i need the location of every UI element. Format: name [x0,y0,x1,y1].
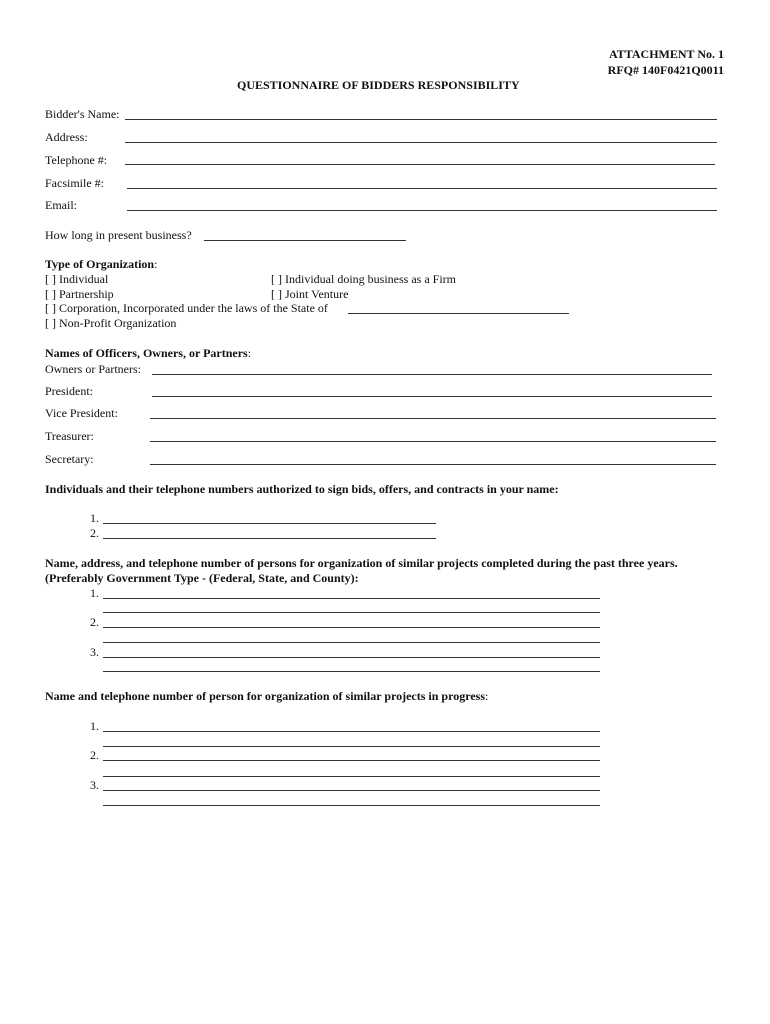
checkbox-non-profit[interactable]: [ ] Non-Profit Organization [45,316,177,330]
in-progress-heading-text: Name and telephone number of person for organization of similar projects in progress [45,689,485,703]
page-title: QUESTIONNAIRE OF BIDDERS RESPONSIBILITY [237,78,520,92]
completed-field-2a[interactable] [103,627,600,628]
completed-subheading: (Preferably Government Type - (Federal, State, and County): [45,571,359,585]
telephone-label: Telephone #: [45,153,108,167]
bidder-name-label: Bidder's Name: [45,107,120,121]
vice-president-field[interactable] [150,418,716,419]
in-progress-number-3: 3. [90,778,99,792]
email-label: Email: [45,198,77,212]
president-field[interactable] [152,396,712,397]
in-progress-number-1: 1. [90,719,99,733]
authorized-number-2: 2. [90,526,99,540]
corporation-state-field[interactable] [348,313,569,314]
secretary-field[interactable] [150,464,716,465]
owners-field[interactable] [152,374,712,375]
in-progress-field-2b[interactable] [103,776,600,777]
checkbox-corporation[interactable]: [ ] Corporation, Incorporated under the laws of the State of [45,301,328,315]
in-progress-field-2a[interactable] [103,760,600,761]
authorized-field-2[interactable] [103,538,436,539]
how-long-label: How long in present business? [45,228,192,242]
in-progress-field-1a[interactable] [103,731,600,732]
in-progress-heading [45,689,488,703]
treasurer-field[interactable] [150,441,716,442]
officers-heading-colon: : [247,346,252,360]
officers-heading-text: Names of Officers, Owners, or Partners [45,346,248,360]
facsimile-label: Facsimile #: [45,176,104,190]
officers-heading [45,346,251,360]
completed-field-1b[interactable] [103,612,600,613]
authorized-heading: Individuals and their telephone numbers authorized to sign bids, offers, and contracts in your name: [45,482,559,496]
org-type-heading-text: Type of Organization [45,257,155,271]
rfq-number: RFQ# 140F0421Q0011 [607,63,724,77]
completed-field-2b[interactable] [103,642,600,643]
org-type-heading [45,257,157,271]
completed-field-1a[interactable] [103,598,600,599]
in-progress-field-3a[interactable] [103,790,600,791]
attachment-label: ATTACHMENT No. 1 [608,47,724,61]
how-long-field[interactable] [204,240,406,241]
treasurer-label: Treasurer: [45,429,94,443]
address-label: Address: [45,130,88,144]
president-label: President: [45,384,93,398]
authorized-field-1[interactable] [103,523,436,524]
email-field[interactable] [127,210,717,211]
address-field[interactable] [125,142,717,143]
org-type-heading-colon: : [154,257,158,271]
completed-field-3b[interactable] [103,671,600,672]
bidder-name-field[interactable] [125,119,717,120]
completed-field-3a[interactable] [103,657,600,658]
in-progress-heading-colon: : [485,689,489,703]
completed-heading: Name, address, and telephone number of persons for organization of similar projects completed during the past three years. [45,556,678,570]
facsimile-field[interactable] [127,188,717,189]
in-progress-field-3b[interactable] [103,805,600,806]
checkbox-individual[interactable]: [ ] Individual [45,272,109,286]
authorized-number-1: 1. [90,511,99,525]
vice-president-label: Vice President: [45,406,118,420]
in-progress-number-2: 2. [90,748,99,762]
in-progress-field-1b[interactable] [103,746,600,747]
completed-number-2: 2. [90,615,99,629]
completed-number-1: 1. [90,586,99,600]
checkbox-individual-firm[interactable]: [ ] Individual doing business as a Firm [271,272,456,286]
checkbox-partnership[interactable]: [ ] Partnership [45,287,114,301]
checkbox-joint-venture[interactable]: [ ] Joint Venture [271,287,349,301]
owners-label: Owners or Partners: [45,362,141,376]
secretary-label: Secretary: [45,452,94,466]
completed-number-3: 3. [90,645,99,659]
telephone-field[interactable] [125,164,715,165]
